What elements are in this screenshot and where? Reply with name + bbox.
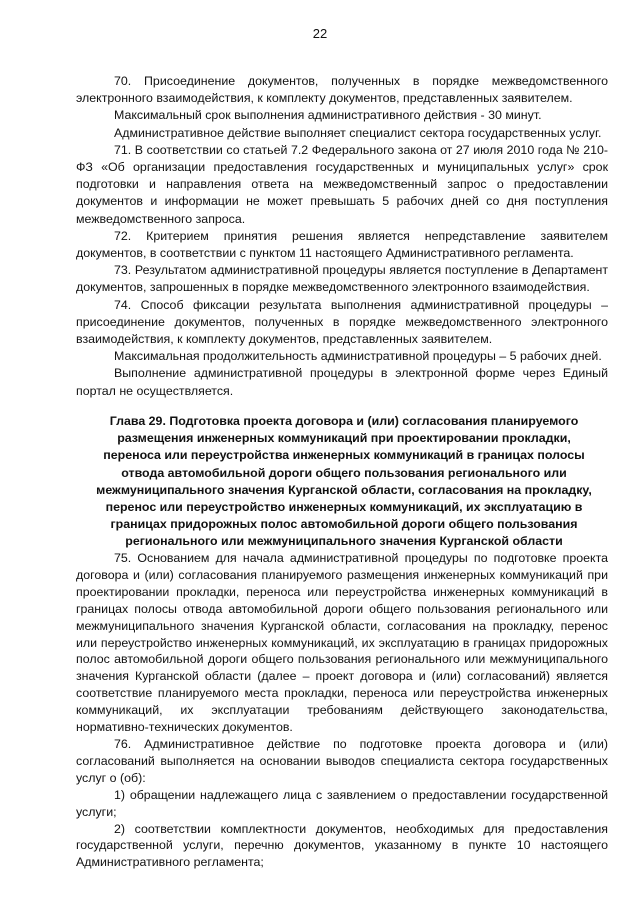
paragraph: 1) обращении надлежащего лица с заявлением о предоставлении государственной услуги; bbox=[76, 787, 608, 819]
paragraph: Административное действие выполняет специалист сектора государственных услуг. bbox=[114, 125, 602, 140]
paragraph: 73. Результатом административной процедуры является поступление в Департамент документов, запрошенных в порядке межведомственного электронного взаимодействия. bbox=[76, 263, 608, 295]
heading-line: отвода автомобильной дороги общего пользования регионального или bbox=[121, 465, 567, 480]
paragraph: 72. Критерием принятия решения является непредставление заявителем документов, в соответствии с пунктом 11 настоящего Административного регламента. bbox=[76, 228, 608, 261]
heading-line: размещения инженерных коммуникаций при проектировании прокладки, bbox=[117, 431, 571, 446]
heading-line: межмуниципального значения Курганской области, согласования на прокладку, bbox=[96, 482, 592, 497]
heading-line: перенос или переустройство инженерных коммуникаций, их эксплуатацию в bbox=[105, 500, 583, 515]
paragraph: 74. Способ фиксации результата выполнения административной процедуры – присоединение документов, полученных в порядке межведомственного электронного взаимодействия, к комплекту документов, представленных заявителем. bbox=[76, 297, 608, 347]
paragraph: Максимальная продолжительность административной процедуры – 5 рабочих дней. bbox=[114, 349, 602, 364]
heading-line: границах придорожных полос автомобильной дороги общего пользования bbox=[110, 517, 578, 532]
page-number: 22 bbox=[312, 26, 328, 41]
paragraph: Выполнение административной процедуры в электронной форме через Единый портал не осуществляется. bbox=[76, 366, 608, 398]
heading-line: регионального или межмуниципального значения Курганской области bbox=[125, 534, 563, 549]
paragraph: 76. Административное действие по подготовке проекта договора и (или) согласований выполняется на основании выводов специалиста сектора государственных услуг о (об): bbox=[76, 736, 608, 785]
heading-line: Глава 29. Подготовка проекта договора и (или) согласования планируемого bbox=[109, 414, 579, 428]
paragraph: Максимальный срок выполнения административного действия - 30 минут. bbox=[114, 108, 542, 123]
body-bottom bbox=[76, 550, 608, 871]
heading-line: переноса или переустройства инженерных коммуникаций в границах полосы bbox=[103, 448, 585, 463]
paragraph: 70. Присоединение документов, полученных в порядке межведомственного электронного взаимодействия, к комплекту документов, представленных заявителем. bbox=[76, 74, 608, 106]
paragraph: 2) соответствии комплектности документов, необходимых для предоставления государственной услуги, перечню документов, указанному в пункте 10 настоящего Административного регламента; bbox=[76, 821, 608, 870]
chapter-heading bbox=[80, 413, 608, 551]
paragraph: 71. В соответствии со статьей 7.2 Федерального закона от 27 июля 2010 года № 210-ФЗ «Об организации предоставления государственных и муниципальных услуг» срок подготовки и направления ответа на межведомственный запрос о предоставлении документов и информации не может превышать 5 рабочих дней со дня поступления межведомственного запроса. bbox=[76, 142, 608, 226]
paragraph: 75. Основанием для начала административной процедуры по подготовке проекта договора и (или) согласования планируемого размещения инженерных коммуникаций при проектировании прокладки, переноса или переустройства инженерных коммуникаций в границах полосы отвода автомобильной дороги общего пользования регионального или межмуниципального значения Курганской области, согласования на прокладку, перенос или переустройство инженерных коммуникаций, их эксплуатацию в границах придорожных полос автомобильной дороги общего пользования регионального или межмуниципального значения Курганской области (далее – проект договора и (или) согласований) является соответствие планируемого места прокладки, переноса или переустройства инженерных коммуникаций, их эксплуатации требованиям действующего законодательства, нормативно-технических документов. bbox=[76, 551, 608, 735]
body-top bbox=[76, 73, 608, 400]
